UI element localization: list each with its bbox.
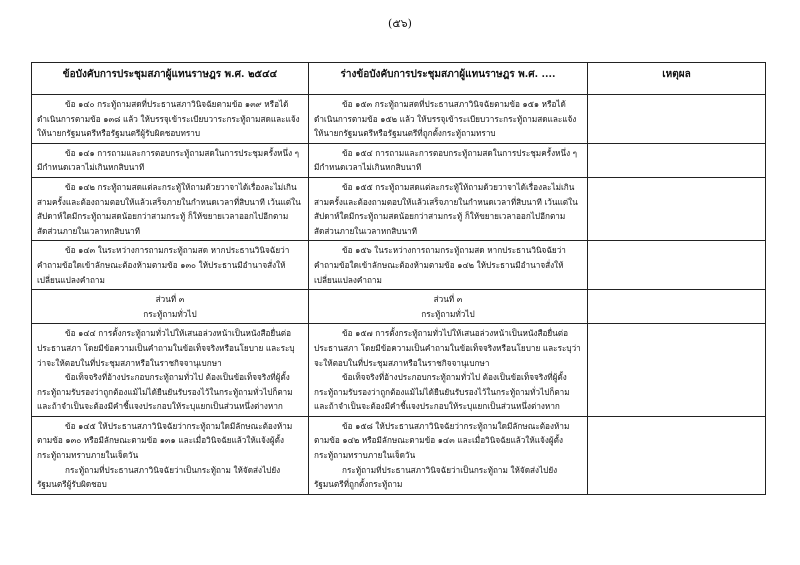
- clause-paragraph: กระทู้ถามที่ประธานสภาวินิจฉัยว่าเป็นกระทู้ถาม ให้จัดส่งไปยังรัฐมนตรีผู้รับผิดชอบ: [37, 464, 281, 490]
- current-clause: [32, 95, 309, 144]
- clause-text: ข้อ ๑๔๐ กระทู้ถามสดที่ประธานสภาวินิจฉัยตามข้อ ๑๓๙ หรือได้ดำเนินการตามข้อ ๑๓๘ แล้ว ให้บรรจุเข้าระเบียบวาระกระทู้ถามสดและแจ้งให้นายกรัฐมนตรีหรือรัฐมนตรีผู้รับผิดชอบทราบ: [37, 99, 300, 139]
- draft-clause: [309, 177, 588, 240]
- table-header-row: [32, 63, 766, 95]
- current-clause: [32, 241, 309, 290]
- draft-clause: [309, 324, 588, 417]
- section-title: กระทู้ถามทั่วไป: [421, 308, 475, 319]
- section-part: ส่วนที่ ๓: [433, 294, 463, 305]
- current-clause: [32, 143, 309, 177]
- draft-clause: [309, 143, 588, 177]
- clause-text: ข้อ ๑๕๘ ให้ประธานสภาวินิจฉัยว่ากระทู้ถามใดมีลักษณะต้องห้ามตามข้อ ๑๔๒ หรือมีลักษณะตามข้อ ๑๔๓ และเมื่อวินิจฉัยแล้วให้แจ้งผู้ตั้งกระทู้ถามทราบภายในเจ็ดวัน: [314, 420, 570, 461]
- header-draft-regulation: ร่างข้อบังคับการประชุมสภาผู้แทนราษฎร พ.ศ. ....: [309, 63, 588, 95]
- comparison-table: [31, 62, 766, 495]
- table-row: [32, 95, 766, 144]
- clause-text: ข้อ ๑๔๑ การถามและการตอบกระทู้ถามสดในการประชุมครั้งหนึ่ง ๆ มีกำหนดเวลาไม่เกินหกสิบนาที: [37, 147, 300, 173]
- table-row: [32, 143, 766, 177]
- section-heading-row: [32, 290, 766, 324]
- reason-cell: [588, 143, 766, 177]
- clause-paragraph: ข้อเท็จจริงที่อ้างประกอบกระทู้ถามทั่วไป ต้องเป็นข้อเท็จจริงที่ผู้ตั้งกระทู้ถามรับรองว่าถูกต้องแม้ไม่ได้ยืนยันรับรองไว้ในกระทู้ถามทั่วไปก็ตาม และถ้าจำเป็นจะต้องมีคำชี้แจงประกอบให้ระบุแยกเป็นส่วนหนึ่งต่างหาก: [314, 372, 570, 412]
- table-row: [32, 416, 766, 494]
- clause-text: ข้อ ๑๔๔ การตั้งกระทู้ถามทั่วไปให้เสนอล่วงหน้าเป็นหนังสือยื่นต่อประธานสภา โดยมีข้อความเป็นคำถามในข้อเท็จจริงหรือนโยบาย และระบุว่าจะให้ตอบในที่ประชุมสภาหรือในราชกิจจานุเบกษา: [37, 328, 295, 368]
- section-part: ส่วนที่ ๓: [155, 294, 185, 305]
- header-current-regulation: ข้อบังคับการประชุมสภาผู้แทนราษฎร พ.ศ. ๒๕๔๔: [32, 63, 309, 95]
- clause-text: ข้อ ๑๕๕ กระทู้ถามสดแต่ละกระทู้ให้ถามด้วยวาจาได้เรื่องละไม่เกินสามครั้งและต้องถามตอบให้แล้วเสร็จภายในกำหนดเวลาที่สิบนาที เว้นแต่ในสัปดาห์ใดมีกระทู้ถามสดน้อยกว่าสามกระทู้ ก็ให้ขยายเวลาออกไปอีกตามสัดส่วนภายในเวลาหกสิบนาที: [314, 181, 578, 236]
- reason-cell: [588, 95, 766, 144]
- draft-clause: [309, 416, 588, 494]
- clause-text: ข้อ ๑๕๖ ในระหว่างการถามกระทู้ถามสด หากประธานวินิจฉัยว่าคำถามข้อใดเข้าลักษณะต้องห้ามตามข้อ ๑๔๒ ให้ประธานมีอำนาจสั่งให้เปลี่ยนแปลงคำถาม: [314, 245, 566, 285]
- reason-cell: [588, 290, 766, 324]
- reason-cell: [588, 324, 766, 417]
- draft-clause: [309, 95, 588, 144]
- clause-text: ข้อ ๑๔๒ กระทู้ถามสดแต่ละกระทู้ให้ถามด้วยวาจาได้เรื่องละไม่เกินสามครั้งและต้องถามตอบให้แล้วเสร็จภายในกำหนดเวลาที่สิบนาที เว้นแต่ในสัปดาห์ใดมีกระทู้ถามสดน้อยกว่าสามกระทู้ ก็ให้ขยายเวลาออกไปอีกตามสัดส่วนภายในเวลาหกสิบนาที: [37, 181, 301, 236]
- clause-text: ข้อ ๑๕๗ การตั้งกระทู้ถามทั่วไปให้เสนอล่วงหน้าเป็นหนังสือยื่นต่อประธานสภา โดยมีข้อความเป็นคำถามในข้อเท็จจริงหรือนโยบาย และระบุว่าจะให้ตอบในที่ประชุมสภาหรือในราชกิจจานุเบกษา: [314, 328, 581, 368]
- current-section-heading: [32, 290, 309, 324]
- table-row: [32, 241, 766, 290]
- clause-paragraph: กระทู้ถามที่ประธานสภาวินิจฉัยว่าเป็นกระทู้ถาม ให้จัดส่งไปยังรัฐมนตรีที่ถูกตั้งกระทู้ถาม: [314, 464, 558, 490]
- reason-cell: [588, 177, 766, 240]
- current-clause: [32, 324, 309, 417]
- page-number: (๕๖): [388, 17, 412, 30]
- table-row: [32, 324, 766, 417]
- clause-text: ข้อ ๑๔๓ ในระหว่างการถามกระทู้ถามสด หากประธานวินิจฉัยว่าคำถามข้อใดเข้าลักษณะต้องห้ามตามข้อ ๑๓๐ ให้ประธานมีอำนาจสั่งให้เปลี่ยนแปลงคำถาม: [37, 245, 290, 285]
- clause-text: ข้อ ๑๔๕ ให้ประธานสภาวินิจฉัยว่ากระทู้ถามใดมีลักษณะต้องห้ามตามข้อ ๑๓๐ หรือมีลักษณะตามข้อ ๑๓๑ และเมื่อวินิจฉัยแล้วให้แจ้งผู้ตั้งกระทู้ถามทราบภายในเจ็ดวัน: [37, 420, 293, 461]
- section-title: กระทู้ถามทั่วไป: [143, 308, 197, 319]
- table-row: [32, 177, 766, 240]
- draft-section-heading: [309, 290, 588, 324]
- reason-cell: [588, 416, 766, 494]
- clause-text: ข้อ ๑๕๔ การถามและการตอบกระทู้ถามสดในการประชุมครั้งหนึ่ง ๆ มีกำหนดเวลาไม่เกินหกสิบนาที: [314, 147, 578, 173]
- clause-paragraph: ข้อเท็จจริงที่อ้างประกอบกระทู้ถามทั่วไป ต้องเป็นข้อเท็จจริงที่ผู้ตั้งกระทู้ถามรับรองว่าถูกต้องแม้ไม่ได้ยืนยันรับรองไว้ในกระทู้ถามทั่วไปก็ตาม และถ้าจำเป็นจะต้องมีคำชี้แจงประกอบให้ระบุแยกเป็นส่วนหนึ่งต่างหาก: [37, 372, 293, 412]
- header-reason: เหตุผล: [588, 63, 766, 95]
- current-clause: [32, 416, 309, 494]
- reason-cell: [588, 241, 766, 290]
- clause-text: ข้อ ๑๕๓ กระทู้ถามสดที่ประธานสภาวินิจฉัยตามข้อ ๑๕๑ หรือได้ดำเนินการตามข้อ ๑๕๒ แล้ว ให้บรรจุเข้าระเบียบวาระกระทู้ถามสดและแจ้งให้นายกรัฐมนตรีหรือรัฐมนตรีที่ถูกตั้งกระทู้ถามทราบ: [314, 99, 577, 139]
- current-clause: [32, 177, 309, 240]
- draft-clause: [309, 241, 588, 290]
